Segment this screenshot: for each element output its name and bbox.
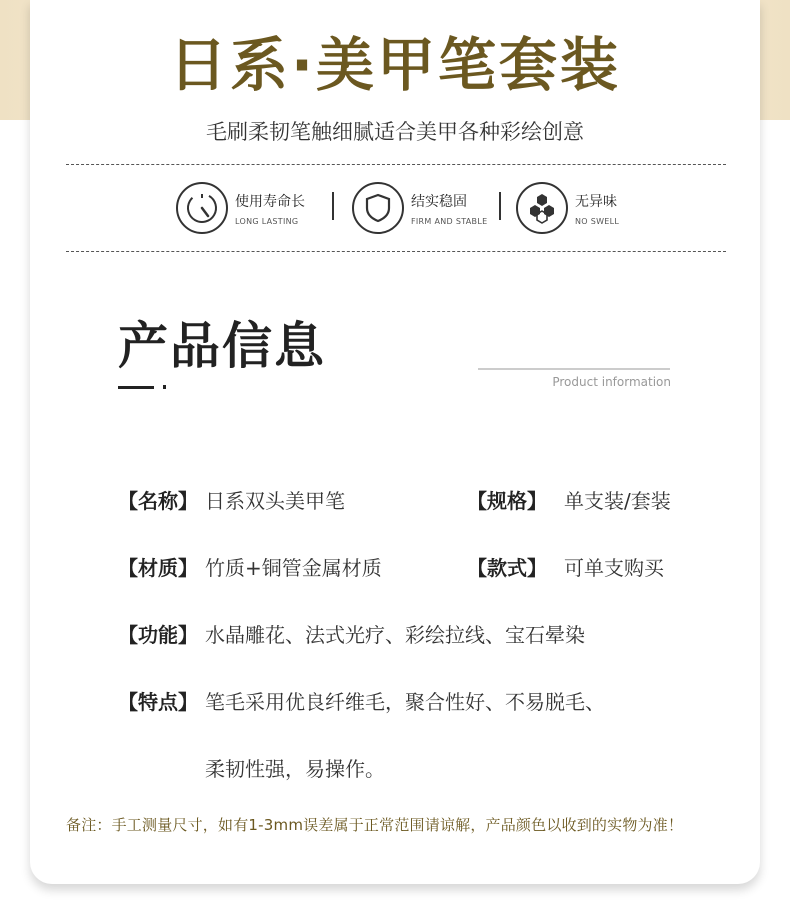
shield-icon bbox=[352, 182, 404, 234]
label-spec: 【规格】 bbox=[467, 489, 547, 513]
section-heading: 产品信息 bbox=[118, 317, 326, 375]
feature-title: 结实稳固 bbox=[411, 193, 467, 210]
value-features: 笔毛采用优良纤维毛，聚合性好、不易脱毛、 bbox=[205, 690, 605, 714]
divider-top bbox=[66, 164, 726, 165]
feature-subtitle: LONG LASTING bbox=[235, 216, 299, 226]
feature-title: 使用寿命长 bbox=[235, 193, 305, 210]
gauge-icon bbox=[176, 182, 228, 234]
value-function: 水晶雕花、法式光疗、彩绘拉线、宝石晕染 bbox=[205, 623, 585, 647]
section-heading-line bbox=[478, 368, 670, 370]
label-style: 【款式】 bbox=[467, 556, 547, 580]
hexagon-cluster-icon bbox=[516, 182, 568, 234]
value-material: 竹质+铜管金属材质 bbox=[205, 556, 382, 580]
label-function: 【功能】 bbox=[118, 623, 198, 647]
value-features-cont: 柔韧性强，易操作。 bbox=[205, 757, 385, 781]
label-material: 【材质】 bbox=[118, 556, 198, 580]
feature-subtitle: FIRM AND STABLE bbox=[411, 216, 488, 226]
value-spec: 单支装/套装 bbox=[564, 489, 671, 513]
feature-subtitle: NO SWELL bbox=[575, 216, 620, 226]
page-subtitle: 毛刷柔韧笔触细腻适合美甲各种彩绘创意 bbox=[206, 120, 584, 144]
value-style: 可单支购买 bbox=[564, 556, 664, 580]
feature-firm-stable bbox=[352, 176, 487, 240]
section-heading-en: Product information bbox=[552, 375, 671, 389]
value-name: 日系双头美甲笔 bbox=[205, 489, 345, 513]
label-features: 【特点】 bbox=[118, 690, 198, 714]
divider-bottom bbox=[66, 251, 726, 252]
label-name: 【名称】 bbox=[118, 489, 198, 513]
heading-dot bbox=[163, 385, 166, 389]
heading-underline bbox=[118, 386, 154, 389]
feature-title: 无异味 bbox=[575, 193, 617, 210]
feature-separator bbox=[499, 192, 501, 220]
feature-separator bbox=[332, 192, 334, 220]
footnote: 备注：手工测量尺寸，如有1-3mm误差属于正常范围请谅解，产品颜色以收到的实物为准！ bbox=[66, 816, 684, 834]
feature-no-odor bbox=[516, 176, 619, 240]
feature-long-lasting bbox=[176, 176, 305, 240]
page-title: 日系·美甲笔套装 bbox=[168, 31, 622, 99]
